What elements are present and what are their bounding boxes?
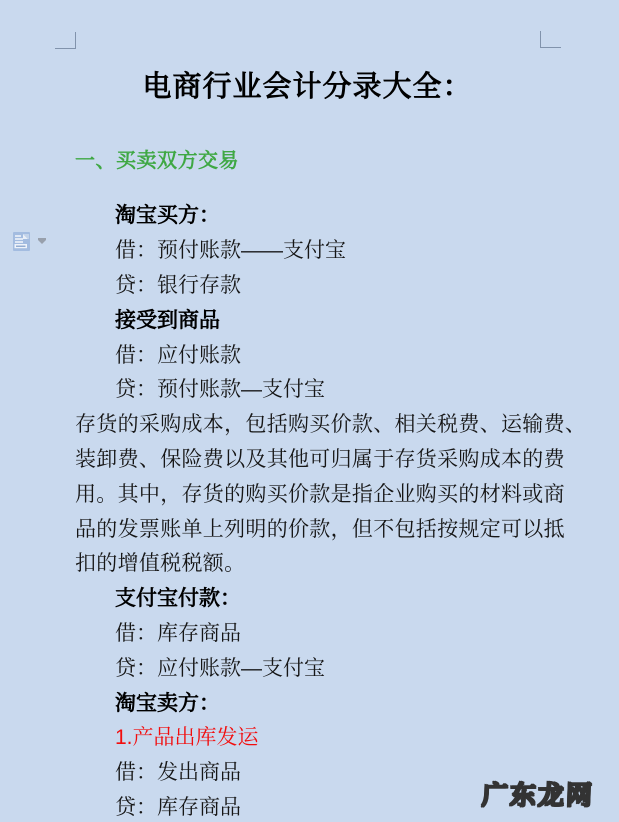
document-line: 品的发票账单上列明的价款，但不包括按规定可以抵 <box>75 517 565 541</box>
document-line: 贷：银行存款 <box>115 273 241 297</box>
document-line: 贷：预付账款—支付宝 <box>115 378 325 402</box>
document-line: 用。其中，存货的购买价款是指企业购买的材料或商 <box>75 482 565 506</box>
document-line: 贷：应付账款—支付宝 <box>115 656 325 680</box>
document-line: 借：发出商品 <box>115 761 241 785</box>
document-line: 扣的增值税税额。 <box>75 552 246 576</box>
document-line: 借：库存商品 <box>115 621 241 645</box>
watermark: 广东龙网 <box>481 780 595 810</box>
document-line: 支付宝付款： <box>115 587 241 611</box>
document-line: 1.产品出库发运 <box>115 726 259 750</box>
margin-corner-mark-left <box>55 32 76 49</box>
clipboard-document-icon <box>13 232 30 251</box>
document-line: 淘宝卖方： <box>115 691 220 715</box>
entry-lines <box>75 197 595 822</box>
margin-corner-mark-right <box>540 31 561 48</box>
document-line: 存货的采购成本，包括购买价款、相关税费、运输费、 <box>75 413 587 437</box>
section-heading: 一、买卖双方交易 <box>75 150 239 172</box>
document-line: 装卸费、保险费以及其他可归属于存货采购成本的费 <box>75 447 565 471</box>
document-title: 电商行业会计分录大全： <box>142 71 473 103</box>
paste-options-button[interactable] <box>13 232 47 253</box>
document-line: 借：应付账款 <box>115 343 241 367</box>
chevron-down-icon[interactable] <box>38 240 46 244</box>
document-line: 淘宝买方： <box>115 204 220 228</box>
document-line: 借：预付账款——支付宝 <box>115 239 346 263</box>
document-line: 贷：库存商品 <box>115 795 241 819</box>
document-line: 接受到商品 <box>115 308 220 332</box>
